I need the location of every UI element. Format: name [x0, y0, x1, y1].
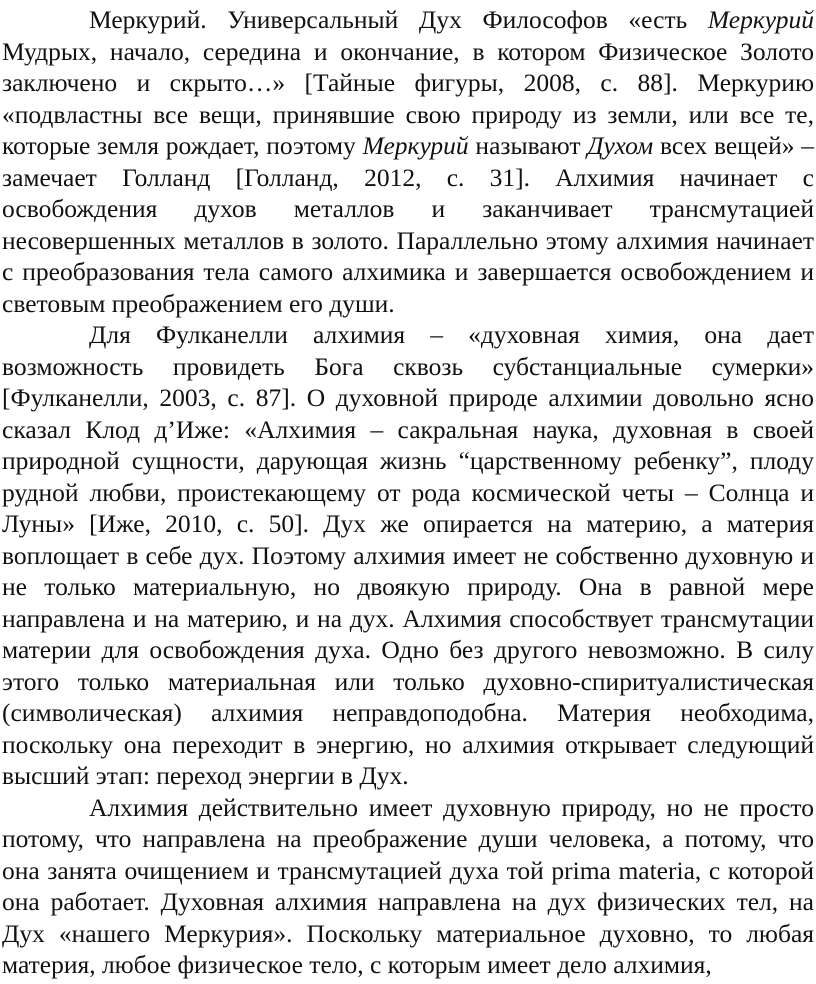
- text-segment: всех вещей» – замечает Голланд [Голланд, 2012, с. 31]. Алхимия начинает с освобождения духов металлов и заканчивает трансмутацией несовершенных металлов в золото. Параллельно этому алхимия начинает с преобразования тела самого алхимика и завершается освобождением и световым преображением его души.: [2, 131, 814, 318]
- italic-term-mercury: Меркурий: [362, 131, 469, 160]
- paragraph-fulcanelli: [2, 319, 814, 792]
- text-segment: Мудрых, начало, середина и окончание, в котором Физическое Золото заключено и скрыто…» [Тайные фигуры, 2008, с. 88]. Меркурию «подвластны все вещи, принявшие свою природу из земли, или все те, которые земля рождает, поэтому: [2, 36, 814, 160]
- italic-term-mercury: Меркурий: [707, 5, 814, 34]
- text-segment: называют: [468, 131, 588, 160]
- italic-term-spirit: Духом: [587, 131, 654, 160]
- text-segment: Алхимия действительно имеет духовную природу, но не просто потому, что направлена на преображение души человека, а потому, что она занята очищением и трансмутацией духа той prima materia, с которой она работает. Духовная алхимия направлена на дух физических тел, на Дух «нашего Меркурия». Поскольку материальное духовно, то любая материя, любое физическое тело, с которым имеет дело алхимия,: [2, 792, 814, 979]
- text-segment: Для Фулканелли алхимия – «духовная химия, она дает возможность провидеть Бога сквозь субстанциальные сумерки» [Фулканелли, 2003, с. 87]. О духовной природе алхимии довольно ясно сказал Клод д’Иже: «Алхимия – сакральная наука, духовная в своей природной сущности, дарующая жизнь “царственному ребенку”, плоду рудной любви, проистекающему от рода космической четы – Солнца и Луны» [Иже, 2010, с. 50]. Дух же опирается на материю, а материя воплощает в себе дух. Поэтому алхимия имеет не собственно духовную и не только материальную, но двоякую природу. Она в равной мере направлена и на материю, и на дух. Алхимия способствует трансмутации материи для освобождения духа. Одно без другого невозможно. В силу этого только материальная или только духовно-спиритуалистическая (символическая) алхимия неправдоподобна. Материя необходима, поскольку она переходит в энергию, но алхимия открывает следующий высший этап: переход энергии в Дух.: [2, 320, 814, 790]
- paragraph-mercury: [2, 4, 814, 319]
- text-segment: Меркурий. Универсальный Дух Философов «есть: [89, 5, 708, 34]
- paragraph-spiritual-nature: [2, 792, 814, 981]
